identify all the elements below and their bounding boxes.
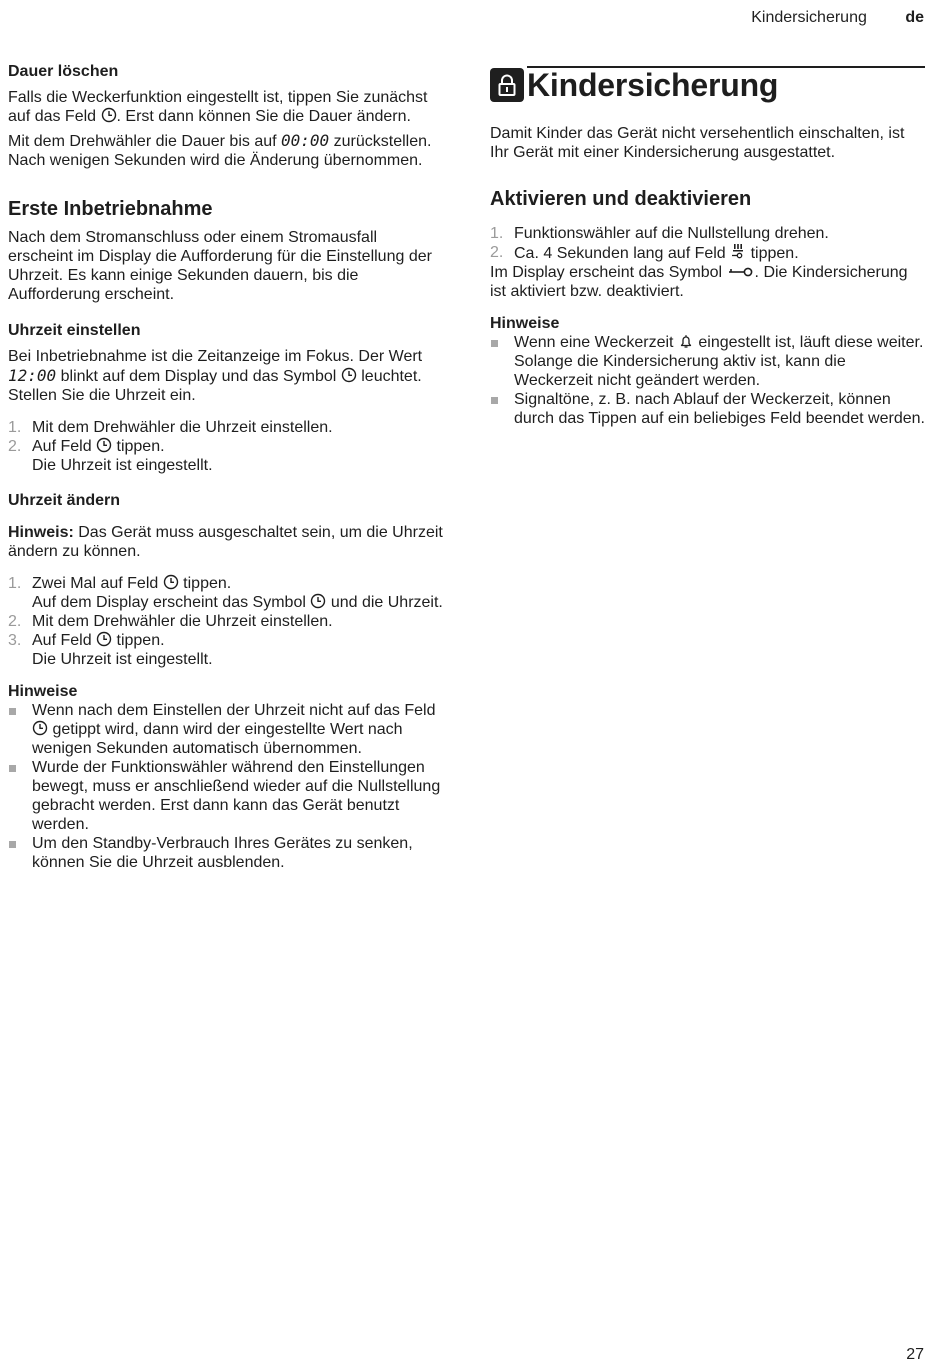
heading-hinweise: Hinweise (8, 683, 78, 700)
step-item (8, 437, 443, 475)
step-text: Mit dem Drehwähler die Uhrzeit einstellen. (32, 613, 333, 630)
list-item-text: Signaltöne, z. B. nach Ablauf der Weckerzeit, können durch das Tippen auf ein beliebiges Feld beendet werden. (514, 391, 925, 427)
step-number: 1. (8, 575, 22, 592)
heading-aktivieren: Aktivieren und deaktivieren (490, 188, 752, 210)
key-icon (727, 264, 755, 278)
text: Falls die Weckerfunktion eingestellt ist, tippen Sie zunächst auf das Feld (8, 89, 428, 125)
text: Wenn nach dem Einstellen der Uhrzeit nicht auf das Feld (32, 702, 436, 719)
clock-icon (96, 437, 112, 453)
header-section-title: Kindersicherung (751, 9, 867, 26)
text: Bei Inbetriebnahme ist die Zeitanzeige im Fokus. Der Wert (8, 348, 423, 365)
hinweis-paragraph (8, 523, 443, 561)
step-text (514, 243, 925, 263)
bullet-marker (8, 834, 32, 872)
intro-paragraph: Damit Kinder das Gerät nicht versehentlich einschalten, ist Ihr Gerät mit einer Kindersicherung ausgestattet. (490, 125, 905, 161)
step-text: Funktionswähler auf die Nullstellung drehen. (514, 225, 829, 242)
step-number: 1. (490, 225, 504, 242)
step-number: 2. (8, 613, 22, 630)
step-item (8, 612, 443, 631)
clock-icon (101, 107, 117, 123)
clock-icon (163, 574, 179, 590)
step-item (8, 574, 443, 612)
section-title: Kindersicherung (527, 66, 925, 102)
bullet-marker (490, 333, 514, 390)
step-text: Mit dem Drehwähler die Uhrzeit einstellen. (32, 419, 333, 436)
step-result: Auf dem Display erscheint das Symbol (32, 594, 306, 611)
child-lock-field-icon (730, 243, 746, 260)
step-result: Die Uhrzeit ist eingestellt. (32, 457, 213, 474)
text: Auf Feld (32, 438, 92, 455)
text: Das Gerät muss ausgeschaltet sein, um die Uhrzeit ändern zu können. (8, 524, 443, 560)
lcd-value: 00:00 (281, 131, 330, 150)
text: zurückstellen. Nach wenigen Sekunden wird die Änderung übernommen. (8, 133, 432, 169)
lock-icon (490, 68, 524, 102)
page-header (751, 9, 924, 27)
clock-icon (310, 593, 326, 609)
heading-dauer-loeschen: Dauer löschen (8, 63, 119, 80)
step-item (8, 631, 443, 669)
step-item (490, 243, 925, 263)
text: . Erst dann können Sie die Dauer ändern. (116, 108, 411, 125)
text: Auf Feld (32, 632, 92, 649)
text: tippen. (183, 575, 232, 592)
lcd-value: 12:00 (8, 366, 57, 385)
left-column (8, 60, 443, 872)
right-column (490, 60, 925, 428)
heading-uhrzeit-einstellen: Uhrzeit einstellen (8, 322, 141, 339)
paragraph-dauer-2 (8, 131, 443, 170)
clock-icon (341, 367, 357, 383)
step-result: und die Uhrzeit. (330, 594, 443, 611)
list-item-text: Wurde der Funktionswähler während den Einstellungen bewegt, muss er anschließend wieder auf die Nullstellung gebracht werden. Erst dann kann das Gerät benutzt werden. (32, 759, 441, 833)
text: tippen. (116, 632, 165, 649)
text: blinkt auf dem Display und das Symbol (60, 368, 337, 385)
text: eingestellt ist, läuft diese weiter. Solange die Kindersicherung aktiv ist, kann die Weckerzeit nicht geändert werden. (514, 334, 924, 389)
steps-uhrzeit-aendern (8, 574, 443, 669)
text: Wenn eine Weckerzeit (514, 334, 674, 351)
bullet-marker (490, 390, 514, 428)
step-number: 2. (8, 438, 22, 455)
text: Zwei Mal auf Feld (32, 575, 159, 592)
list-item (8, 758, 443, 834)
section-title-row (490, 66, 925, 102)
step-text (32, 437, 443, 475)
clock-icon (32, 720, 48, 736)
list-item (490, 333, 925, 390)
text: Ca. 4 Sekunden lang auf Feld (514, 245, 726, 262)
clock-icon (96, 631, 112, 647)
steps-uhrzeit-einstellen (8, 418, 443, 475)
hinweise-list (490, 333, 925, 428)
text: getippt wird, dann wird der eingestellte Wert nach wenigen Sekunden automatisch übernommen. (32, 721, 403, 757)
step-text (32, 574, 443, 612)
bullet-marker (8, 701, 32, 758)
heading-hinweise: Hinweise (490, 315, 560, 332)
list-item-text: Um den Standby-Verbrauch Ihres Gerätes zu senken, können Sie die Uhrzeit ausblenden. (32, 835, 413, 871)
bell-icon (678, 333, 694, 349)
text: tippen. (116, 438, 165, 455)
header-language: de (905, 9, 924, 26)
step-number: 2. (490, 244, 504, 261)
step-result: Die Uhrzeit ist eingestellt. (32, 651, 213, 668)
paragraph-dauer-1 (8, 88, 443, 126)
list-item (8, 701, 443, 758)
step-item (490, 224, 925, 243)
list-item-text (32, 701, 443, 758)
heading-erste-inbetriebnahme: Erste Inbetriebnahme (8, 198, 213, 220)
text: tippen. (750, 245, 799, 262)
list-item-text (514, 333, 925, 390)
page-number: 27 (906, 1346, 924, 1363)
step-number: 3. (8, 632, 22, 649)
text: Mit dem Drehwähler die Dauer bis auf (8, 133, 277, 150)
list-item (8, 834, 443, 872)
step-item (8, 418, 443, 437)
paragraph-einstellen (8, 347, 443, 405)
text: leuchtet. Stellen Sie die Uhrzeit ein. (8, 368, 422, 404)
paragraph-erste: Nach dem Stromanschluss oder einem Stromausfall erscheint im Display die Aufforderung für die Einstellung der Uhrzeit. Es kann einige Sekunden dauern, bis die Aufforderung erscheint. (8, 229, 432, 303)
result-paragraph (490, 263, 925, 301)
step-text (32, 631, 443, 669)
text: Im Display erscheint das Symbol (490, 264, 723, 281)
bullet-marker (8, 758, 32, 834)
heading-uhrzeit-aendern: Uhrzeit ändern (8, 492, 121, 509)
text: . Die Kindersicherung ist aktiviert bzw. deaktiviert. (490, 264, 908, 300)
list-item (490, 390, 925, 428)
step-number: 1. (8, 419, 22, 436)
hinweis-label: Hinweis: (8, 524, 74, 541)
steps-kindersicherung (490, 224, 925, 263)
hinweise-list (8, 701, 443, 872)
